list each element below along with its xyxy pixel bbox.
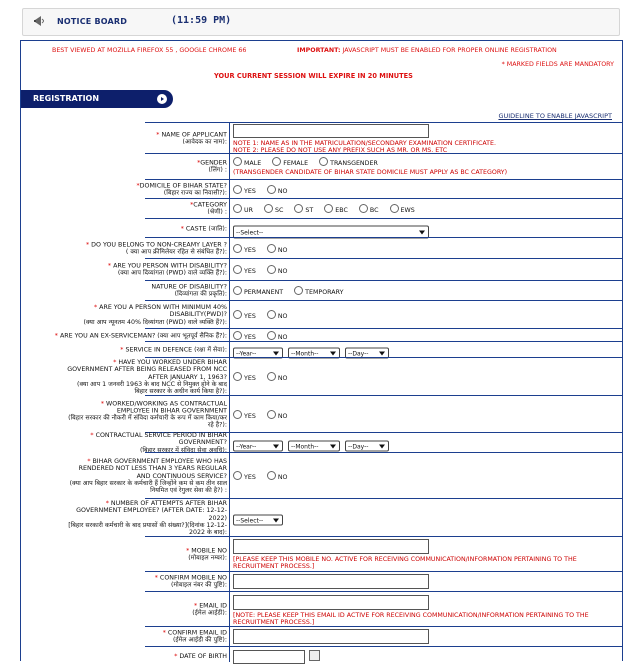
domicile-no-radio[interactable]: NO (267, 185, 288, 195)
row-defence: * SERVICE IN DEFENCE (रक्षा में सेवा): --Year-- --Month-- --Day-- (145, 341, 622, 358)
row-confirm-mobile: * CONFIRM MOBILE NO (मोबाइल नंबर की पुष्टि): (145, 571, 622, 592)
attempts-label-hi: [बिहार सरकारी कर्मचारी के बाद प्रयासों की संख्या?](दिनांक 12-12-2022 के बाद): (68, 521, 227, 536)
row-mobile: * MOBILE NO (मोबाइल नम्बर): [PLEASE KEEP THIS MOBILE NO. ACTIVE FOR RECEIVING COMMUNICATION/INFORMATION PERTAINING TO THE RECRUITMENT PROCESS.] (145, 536, 622, 572)
best-viewed-text: BEST VIEWED AT MOZILLA FIREFOX 55 , GOOGLE CHROME 66 (52, 47, 247, 54)
category-ews-radio[interactable]: EWS (390, 204, 415, 214)
pwd-label: ARE YOU PERSON WITH DISABILITY? (113, 262, 227, 270)
row-ncc: * HAVE YOU WORKED UNDER BIHAR GOVERNMENT AFTER BEING RELEASED FROM NCC AFTER JANUARY 1, 1963? (क्या आप 1 जनवरी 1963 के बाद NCC से निमुक्त होने के बाद बिहार सरकार के अधीन कार्य किया है?): YES NO (145, 357, 622, 396)
confirm-mobile-label: CONFIRM MOBILE NO (159, 574, 227, 582)
confirm-email-input[interactable] (233, 629, 429, 644)
nature-label: NATURE OF DISABILITY? (151, 283, 227, 291)
ncc-label: HAVE YOU WORKED UNDER BIHAR GOVERNMENT AFTER BEING RELEASED FROM NCC AFTER JANUARY 1, 1963? (67, 358, 227, 381)
row-email: * EMAIL ID (ईमेल आईडी): [NOTE: PLEASE KEEP THIS EMAIL ID ACTIVE FOR RECEIVING COMMUNICATION/INFORMATION PERTAINING TO THE RECRUITMENT PROCESS.] (145, 591, 622, 627)
pwd40-no-radio[interactable]: NO (267, 310, 288, 320)
row-non-creamy: * DO YOU BELONG TO NON-CREAMY LAYER ? ( क्या आप क्रीमिलेयर रहित से संबंधित हैं?): YES NO (145, 237, 622, 259)
session-expire-text: YOUR CURRENT SESSION WILL EXPIRE IN 20 MINUTES (214, 72, 413, 80)
mobile-note: [PLEASE KEEP THIS MOBILE NO. ACTIVE FOR RECEIVING COMMUNICATION/INFORMATION PERTAINING TO THE RECRUITMENT PROCESS.] (233, 556, 577, 571)
mobile-label-hi: (मोबाइल नम्बर): (188, 554, 227, 562)
regular-no-radio[interactable]: NO (267, 471, 288, 481)
row-nature-disability (145, 280, 622, 301)
clock-time: (11:59 PM) (171, 15, 232, 26)
regular-label: BIHAR GOVERNMENT EMPLOYEE WHO HAS RENDERED NOT LESS THAN 3 YEARS REGULAR AND CONTINUOUS SERVICE? (78, 457, 227, 480)
arrow-circle-icon (157, 94, 167, 104)
period-label-hi: (बिहार सरकार में संविदा सेवा अवधि): (139, 446, 227, 454)
defence-day-select[interactable]: --Day-- (345, 348, 389, 359)
category-ebc-radio[interactable]: EBC (324, 204, 348, 214)
section-title: REGISTRATION (33, 94, 100, 103)
category-label: CATEGORY (193, 201, 227, 209)
exserv-yes-radio[interactable]: YES (233, 331, 256, 341)
pwd40-yes-radio[interactable]: YES (233, 310, 256, 320)
gender-male-radio[interactable]: MALE (233, 157, 261, 167)
name-label: NAME OF APPLICANT (161, 131, 227, 139)
important-note (297, 47, 557, 54)
domicile-label: DOMICILE OF BIHAR STATE? (139, 182, 227, 190)
ncc-yes-radio[interactable]: YES (233, 372, 256, 382)
caste-label: CASTE (जाति): (185, 224, 227, 232)
pwd40-label: ARE YOU A PERSON WITH MINIMUM 40% DISABILITY(PWD)? (99, 304, 227, 319)
notice-board-label[interactable]: NOTICE BOARD (57, 17, 128, 26)
gender-transgender-radio[interactable]: TRANSGENDER (319, 157, 378, 167)
registration-header (21, 90, 173, 108)
dob-input[interactable] (233, 650, 305, 664)
domicile-label-hi: (बिहार राज्य का निवासी?): (163, 189, 227, 197)
row-caste: * CASTE (जाति): --Select-- (145, 218, 622, 238)
mandatory-note: * MARKED FIELDS ARE MANDATORY (501, 61, 614, 68)
row-confirm-email: * CONFIRM EMAIL ID (ईमेल आईडी की पुष्टि): (145, 626, 622, 647)
nature-temporary-radio[interactable]: TEMPORARY (294, 286, 343, 296)
caste-select[interactable]: --Select-- (233, 225, 429, 238)
regular-yes-radio[interactable]: YES (233, 471, 256, 481)
exserv-no-radio[interactable]: NO (267, 331, 288, 341)
row-name: * NAME OF APPLICANT (आवेदक का नाम): NOTE 1: NAME AS IN THE MATRICULATION/SECONDARY EXAMINATION CERTIFICATE. NOTE 2: PLEASE DO NOT USE ANY PREFIX SUCH AS MR. OR MS. ETC (145, 122, 622, 154)
registration-panel (20, 40, 623, 661)
row-dob: * DATE OF BIRTH (145, 646, 622, 662)
defence-year-select[interactable]: --Year-- (233, 348, 283, 359)
ncc-no-radio[interactable]: NO (267, 372, 288, 382)
gender-label-hi: (लिंग) : (208, 167, 227, 174)
confirm-email-label-hi: (ईमेल आईडी की पुष्टि): (172, 637, 227, 644)
pwd-yes-radio[interactable]: YES (233, 265, 256, 275)
row-pwd: * ARE YOU PERSON WITH DISABILITY? (क्या आप दिव्यांगता (PWD) वाले व्यक्ति हैं?): YES NO (145, 258, 622, 281)
creamy-label-hi: ( क्या आप क्रीमिलेयर रहित से संबंधित हैं?): (125, 248, 227, 256)
email-input[interactable] (233, 595, 429, 610)
confirm-email-label: CONFIRM EMAIL ID (167, 629, 227, 637)
ncc-label-hi: (क्या आप 1 जनवरी 1963 के बाद NCC से निमुक्त होने के बाद बिहार सरकार के अधीन कार्य किया है?): (77, 380, 227, 395)
attempts-select[interactable]: --Select-- (233, 515, 283, 526)
defence-month-select[interactable]: --Month-- (288, 348, 340, 359)
category-sc-radio[interactable]: SC (264, 204, 283, 214)
attempts-label: NUMBER OF ATTEMPTS AFTER BIHAR GOVERNMENT EMPLOYEE? (AFTER DATE: 12-12-2022) (76, 499, 227, 522)
creamy-label: DO YOU BELONG TO NON-CREAMY LAYER ? (91, 241, 227, 249)
guideline-link[interactable]: GUIDELINE TO ENABLE JAVASCRIPT (498, 112, 612, 120)
domicile-yes-radio[interactable]: YES (233, 185, 256, 195)
name-label-hi: (आवेदक का नाम): (182, 138, 227, 146)
row-domicile: *DOMICILE OF BIHAR STATE? (बिहार राज्य का निवासी?): YES NO (145, 179, 622, 199)
name-note-1: NOTE 1: NAME AS IN THE MATRICULATION/SECONDARY EXAMINATION CERTIFICATE. (233, 140, 497, 147)
megaphone-icon (33, 14, 47, 28)
nature-permanent-radio[interactable]: PERMANENT (233, 286, 283, 296)
regular-label-hi: (क्या आप बिहार सरकार के कर्मचारी हैं जिन्होंने कम से कम तीन साल नियमित एवं रेगुलर सेवा की है?) : (69, 479, 227, 494)
row-contract-period: * CONTRACTUAL SERVICE PERIOD IN BIHAR GOVERNMENT? (बिहार सरकार में संविदा सेवा अवधि): --Year-- --Month-- --Day-- (145, 432, 622, 453)
defence-label: SERVICE IN DEFENCE (रक्षा में सेवा): (125, 346, 227, 354)
creamy-yes-radio[interactable]: YES (233, 244, 256, 254)
pwd-no-radio[interactable]: NO (267, 265, 288, 275)
row-ex-serviceman: * ARE YOU AN EX-SERVICEMAN? (क्या आप भूतपूर्व सैनिक हैं?): YES NO (145, 328, 622, 342)
email-label: EMAIL ID (199, 602, 227, 610)
mobile-input[interactable] (233, 539, 429, 554)
period-month-select[interactable]: --Month-- (288, 441, 340, 452)
category-label-hi: (श्रेणी) : (207, 209, 227, 216)
name-note-2: NOTE 2: PLEASE DO NOT USE ANY PREFIX SUCH AS MR. OR MS. ETC (233, 147, 448, 154)
gender-note: (TRANSGENDER CANDIDATE OF BIHAR STATE DOMICILE MUST APPLY AS BC CATEGORY) (233, 169, 508, 176)
gender-label: GENDER (200, 159, 227, 167)
period-year-select[interactable]: --Year-- (233, 441, 283, 452)
confirm-mobile-label-hi: (मोबाइल नंबर की पुष्टि): (170, 582, 227, 589)
email-label-hi: (ईमेल आईडी): (192, 609, 227, 617)
notice-board-bar (22, 8, 620, 36)
contract-label-hi: (बिहार सरकार की नौकरी में संविदा कर्मचारी के रूप में काम किया/कर रहे है?): (68, 414, 227, 429)
dob-label: DATE OF BIRTH (179, 653, 227, 660)
contract-label: WORKED/WORKING AS CONTRACTUAL EMPLOYEE IN BIHAR GOVERNMENT (106, 399, 227, 415)
row-category: *CATEGORY (श्रेणी) : UR SC ST EBC BC EWS (145, 198, 622, 219)
contract-yes-radio[interactable]: YES (233, 410, 256, 420)
creamy-no-radio[interactable]: NO (267, 244, 288, 254)
confirm-mobile-input[interactable] (233, 574, 429, 589)
row-contractual: * WORKED/WORKING AS CONTRACTUAL EMPLOYEE IN BIHAR GOVERNMENT (बिहार सरकार की नौकरी में संविदा कर्मचारी के रूप में काम किया/कर रहे है?): YES NO (145, 395, 622, 433)
row-gender: *GENDER (लिंग) : MALE FEMALE TRANSGENDER (TRANSGENDER CANDIDATE OF BIHAR STATE DOMICILE MUST APPLY AS BC CATEGORY) (145, 153, 622, 180)
nature-label-hi: (दिव्यांगता की प्रकृति): (174, 291, 227, 298)
important-text: JAVASCRIPT MUST BE ENABLED FOR PROPER ONLINE REGISTRATION (340, 47, 557, 54)
name-input[interactable] (233, 124, 429, 138)
category-bc-radio[interactable]: BC (359, 204, 379, 214)
row-pwd40: * ARE YOU A PERSON WITH MINIMUM 40% DISABILITY(PWD)? (क्या आप न्यूनतम 40% दिव्यांगता (PWD) वाले व्यक्ति हैं?): YES NO (145, 300, 622, 329)
period-day-select[interactable]: --Day-- (345, 441, 389, 452)
mobile-label: MOBILE NO (191, 547, 227, 555)
email-note: [NOTE: PLEASE KEEP THIS EMAIL ID ACTIVE FOR RECEIVING COMMUNICATION/INFORMATION PERTAINING TO THE RECRUITMENT PROCESS.] (233, 612, 589, 627)
gender-female-radio[interactable]: FEMALE (272, 157, 308, 167)
period-label: CONTRACTUAL SERVICE PERIOD IN BIHAR GOVERNMENT? (95, 432, 227, 447)
pwd40-label-hi: (क्या आप न्यूनतम 40% दिव्यांगता (PWD) वाले व्यक्ति हैं?): (83, 318, 227, 326)
row-regular-service: * BIHAR GOVERNMENT EMPLOYEE WHO HAS RENDERED NOT LESS THAN 3 YEARS REGULAR AND CONTINUOUS SERVICE? (क्या आप बिहार सरकार के कर्मचारी हैं जिन्होंने कम से कम तीन साल नियमित एवं रेगुलर सेवा की है?) : YES NO (145, 452, 622, 499)
category-st-radio[interactable]: ST (294, 204, 313, 214)
important-label: IMPORTANT: (297, 47, 341, 54)
contract-no-radio[interactable]: NO (267, 410, 288, 420)
row-attempts: * NUMBER OF ATTEMPTS AFTER BIHAR GOVERNMENT EMPLOYEE? (AFTER DATE: 12-12-2022) [बिहार सरकारी कर्मचारी के बाद प्रयासों की संख्या?](दिनांक 12-12-2022 के बाद): --Select-- (145, 498, 622, 537)
pwd-label-hi: (क्या आप दिव्यांगता (PWD) वाले व्यक्ति हैं?): (117, 270, 227, 277)
exserv-label: ARE YOU AN EX-SERVICEMAN? (क्या आप भूतपूर्व सैनिक हैं?): (59, 331, 227, 339)
category-ur-radio[interactable]: UR (233, 204, 253, 214)
